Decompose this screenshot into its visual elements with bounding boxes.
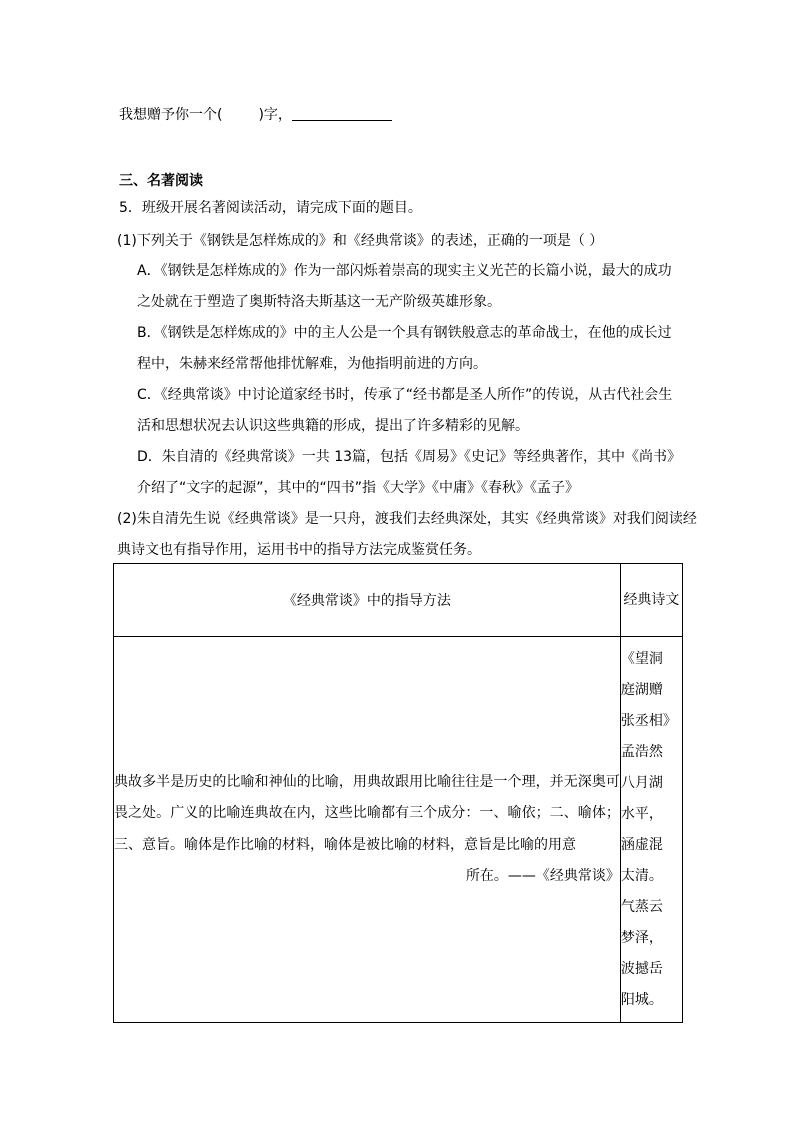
- option-c-line2: 活和思想状况去认识这些典籍的形成，提出了许多精彩的见解。: [137, 418, 529, 434]
- option-b-line2: 程中，朱赫来经常帮他排忧解难，为他指明前进的方向。: [137, 356, 487, 372]
- option-a-line1: A．《钢铁是怎样炼成的》作为一部闪烁着崇高的现实主义光芒的长篇小说，最大的成功: [137, 263, 672, 279]
- poem-line: 庭湖赠: [620, 681, 663, 698]
- table-header-row: [114, 564, 683, 637]
- gift-suffix: )字，: [258, 107, 292, 123]
- option-d[interactable]: [137, 442, 697, 504]
- poem-line: 《望洞: [620, 650, 663, 667]
- quote-source: 所在。——《经典常谈》: [465, 868, 620, 884]
- poem-line: 孟浩然: [620, 743, 663, 760]
- poem-line: 水平，: [620, 805, 663, 822]
- option-c[interactable]: [137, 380, 697, 442]
- quote-cell: [114, 637, 621, 1023]
- gift-sentence: [119, 104, 392, 124]
- poem-line: 气蒸云: [620, 898, 663, 915]
- poem-line: 阳城。: [620, 991, 663, 1008]
- header-method: 《经典常谈》中的指导方法: [114, 564, 621, 637]
- header-poem: 经典诗文: [620, 564, 682, 637]
- option-d-line1: D．朱自清的《经典常谈》一共 13篇，包括《周易》《史记》等经典著作，其中《尚书》: [137, 449, 682, 465]
- section-title: 三、名著阅读: [119, 173, 203, 189]
- subquestion-2: (2)朱自清先生说《经典常谈》是一只舟，渡我们去经典深处，其实《经典常谈》对我们阅读经典诗文也有指导作用，运用书中的指导方法完成鉴赏任务。: [117, 511, 697, 558]
- poem-cell: [620, 637, 682, 1023]
- option-d-line2: 介绍了“文字的起源”，其中的“四书”指《大学》《中庸》《春秋》《孟子》: [137, 480, 580, 496]
- option-a[interactable]: [137, 256, 697, 318]
- poem-line: 梦泽，: [620, 929, 663, 946]
- answer-blank[interactable]: [292, 106, 392, 121]
- option-a-line2: 之处就在于塑造了奥斯特洛夫斯基这一无产阶级英雄形象。: [137, 294, 501, 310]
- poem-line: 张丞相》: [620, 712, 677, 729]
- gift-prefix: 我想赠予你一个(: [119, 107, 223, 123]
- table-row: [114, 637, 683, 1023]
- subquestion-1: (1)下列关于《钢铁是怎样炼成的》和《经典常谈》的表述，正确的一项是（ ）: [117, 233, 604, 249]
- poem-line: 八月湖: [620, 774, 663, 791]
- quote-text: 典故多半是历史的比喻和神仙的比喻，用典故跟用比喻往往是一个理，并无深奥可畏之处。广义的比喻连典故在内，这些比喻都有三个成分：一、喻依；二、喻体；三、意旨。喻体是作比喻的材料，喻体是被比喻的材料，意旨是比喻的用意: [114, 773, 620, 853]
- poem-line: 太清。: [620, 867, 663, 884]
- option-b-line1: B．《钢铁是怎样炼成的》中的主人公是一个具有钢铁般意志的革命战士，在他的成长过: [137, 325, 672, 341]
- poem-line: 涵虚混: [620, 836, 663, 853]
- option-b[interactable]: [137, 318, 697, 380]
- question-stem: 5．班级开展名著阅读活动，请完成下面的题目。: [119, 200, 422, 216]
- option-c-line1: C．《经典常谈》中讨论道家经书时，传承了“经书都是圣人所作”的传说，从古代社会生: [137, 387, 673, 403]
- poem-line: 波撼岳: [620, 960, 663, 977]
- appreciation-table: [113, 563, 683, 1023]
